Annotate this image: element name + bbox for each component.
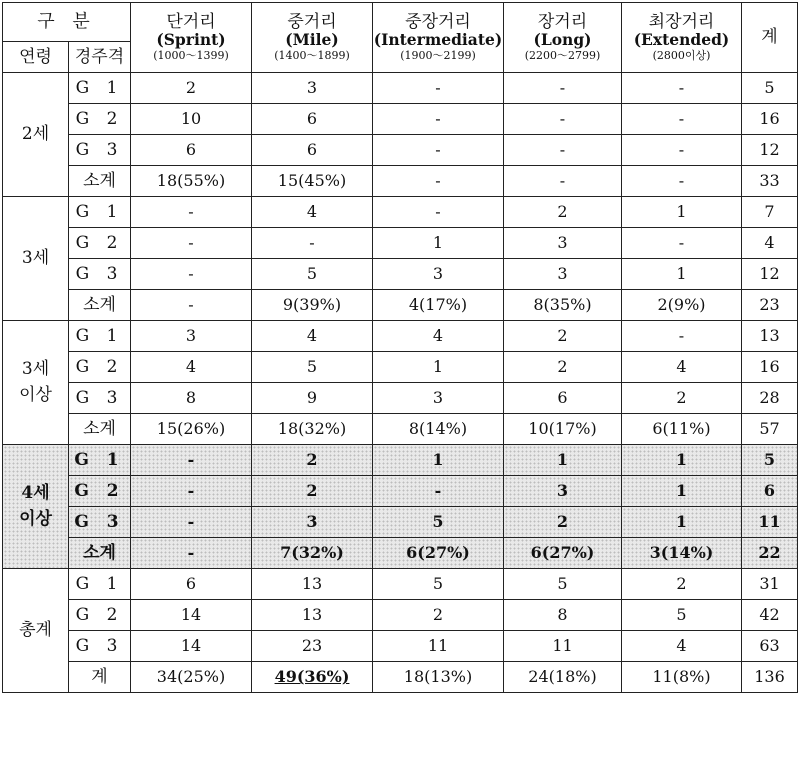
table-row (3, 445, 798, 476)
subtotal-label: 소계 (83, 542, 116, 563)
header-intermediate-en: (Intermediate) (373, 30, 503, 50)
cell: 18(13%) (373, 662, 504, 693)
cell: 2 (504, 197, 622, 228)
subtotal-row (3, 538, 798, 569)
header-gubun-label: 구 분 (37, 11, 96, 33)
cell: 1 (504, 445, 622, 476)
grade-label: G 1 (75, 77, 124, 98)
header-age (3, 42, 69, 73)
cell: - (622, 135, 742, 166)
cell: 4 (622, 352, 742, 383)
age-label-3yo-plus (3, 321, 69, 445)
table-row (3, 73, 798, 104)
header-intermediate-range: (1900～2199) (400, 49, 476, 63)
cell: - (622, 166, 742, 197)
grade-label: G 3 (75, 635, 124, 656)
cell: 6(11%) (622, 414, 742, 445)
cell: - (622, 104, 742, 135)
cell: - (131, 259, 252, 290)
table-row (3, 631, 798, 662)
cell: 15(26%) (131, 414, 252, 445)
age-text: 3세 (21, 247, 50, 268)
header-total (742, 3, 798, 73)
cell: 8 (504, 600, 622, 631)
row-total: 57 (742, 414, 798, 445)
grade-label: G 3 (75, 139, 124, 160)
cell: 9(39%) (252, 290, 373, 321)
cell: 24(18%) (504, 662, 622, 693)
grade-label: G 3 (75, 387, 124, 408)
cell: - (622, 228, 742, 259)
group-3yo-plus (3, 321, 798, 445)
cell: 1 (373, 352, 504, 383)
header-long (504, 3, 622, 73)
age-text-line2: 이상 (19, 384, 52, 405)
cell: 2 (252, 476, 373, 507)
cell: 5 (622, 600, 742, 631)
header-long-en: (Long) (533, 30, 592, 50)
cell: 9 (252, 383, 373, 414)
header-long-ko: 장거리 (537, 11, 588, 32)
header-row-top (3, 3, 798, 42)
header-extended-range: (2800이상) (652, 49, 711, 63)
row-total: 7 (742, 197, 798, 228)
cell: - (131, 228, 252, 259)
header-extended-ko: 최장거리 (648, 11, 715, 32)
table-row (3, 321, 798, 352)
cell: 6 (131, 135, 252, 166)
cell: 3 (131, 321, 252, 352)
grade-label: G 1 (75, 325, 124, 346)
header-intermediate-ko: 중장거리 (405, 11, 471, 32)
cell: 34(25%) (131, 662, 252, 693)
row-total: 31 (742, 569, 798, 600)
age-label-3yo (3, 197, 69, 321)
cell: - (504, 104, 622, 135)
age-text-line1: 3세 (21, 359, 50, 379)
header-sprint-ko: 단거리 (166, 11, 216, 32)
subtotal-row (3, 414, 798, 445)
cell: - (504, 135, 622, 166)
cell: 7(32%) (252, 538, 373, 569)
cell: 14 (131, 600, 252, 631)
cell: 8(14%) (373, 414, 504, 445)
cell: 18(32%) (252, 414, 373, 445)
header-grade-label: 경주격 (74, 46, 125, 67)
group-2yo (3, 73, 798, 197)
cell: 10 (131, 104, 252, 135)
row-total: 5 (742, 445, 798, 476)
cell: 6 (252, 135, 373, 166)
age-label-2yo (3, 73, 69, 197)
cell: - (373, 197, 504, 228)
cell: 2 (504, 321, 622, 352)
row-total: 11 (742, 507, 798, 538)
header-extended-en: (Extended) (633, 30, 730, 50)
row-total: 63 (742, 631, 798, 662)
header-mile-en: (Mile) (285, 30, 339, 50)
cell: 1 (373, 228, 504, 259)
cell: 6 (504, 383, 622, 414)
cell: 14 (131, 631, 252, 662)
age-text: 2세 (21, 123, 50, 144)
group-4yo-plus (3, 445, 798, 569)
cell: 3 (504, 476, 622, 507)
cell: 3 (504, 259, 622, 290)
table-row (3, 476, 798, 507)
subtotal-row (3, 290, 798, 321)
emphasized-value: 49(36%) (274, 667, 350, 687)
cell: - (131, 197, 252, 228)
group-grand-total (3, 569, 798, 693)
cell: 6(27%) (504, 538, 622, 569)
cell: 1 (622, 259, 742, 290)
cell: 5 (504, 569, 622, 600)
grade-label: G 2 (75, 108, 124, 129)
cell: - (131, 476, 252, 507)
age-text: 총계 (19, 619, 52, 640)
header-long-range: (2200～2799) (524, 49, 601, 63)
grade-label: G 1 (75, 201, 124, 222)
row-total: 16 (742, 352, 798, 383)
header-intermediate (373, 3, 504, 73)
grade-label: G 2 (75, 232, 124, 253)
cell: - (252, 228, 373, 259)
table-row (3, 569, 798, 600)
cell: 1 (622, 476, 742, 507)
cell: 4 (373, 321, 504, 352)
table-row (3, 197, 798, 228)
age-text-line1: 4세 (21, 483, 50, 503)
row-total: 42 (742, 600, 798, 631)
header-extended (622, 3, 742, 73)
cell: - (504, 166, 622, 197)
cell: 3(14%) (622, 538, 742, 569)
grade-label: G 2 (75, 604, 124, 625)
cell: - (622, 321, 742, 352)
subtotal-label: 소계 (83, 170, 116, 191)
table-row (3, 352, 798, 383)
cell: 8 (131, 383, 252, 414)
cell: 2 (373, 600, 504, 631)
cell: 1 (622, 445, 742, 476)
cell: 2 (131, 73, 252, 104)
grand-total-label: 계 (91, 666, 108, 687)
age-label-grand-total (3, 569, 69, 693)
cell: 2 (252, 445, 373, 476)
cell: 18(55%) (131, 166, 252, 197)
row-total: 22 (742, 538, 798, 569)
cell: 2 (504, 352, 622, 383)
header-age-label: 연령 (19, 46, 52, 67)
header-mile (252, 3, 373, 73)
cell: 3 (252, 507, 373, 538)
row-total: 13 (742, 321, 798, 352)
header-mile-range: (1400～1899) (274, 49, 350, 63)
cell: 2 (622, 383, 742, 414)
header-sprint-en: (Sprint) (156, 30, 226, 50)
cell: - (373, 104, 504, 135)
cell: 13 (252, 600, 373, 631)
cell: 3 (373, 259, 504, 290)
table-row (3, 228, 798, 259)
table-row (3, 600, 798, 631)
cell: - (373, 166, 504, 197)
header-mile-ko: 중거리 (287, 11, 337, 32)
grade-label: G 1 (74, 449, 125, 470)
cell: 5 (252, 352, 373, 383)
subtotal-label: 소계 (83, 418, 116, 439)
cell: 8(35%) (504, 290, 622, 321)
table-row (3, 259, 798, 290)
cell: 11(8%) (622, 662, 742, 693)
cell: - (373, 73, 504, 104)
race-distance-table (2, 2, 798, 693)
age-label-4yo-plus (3, 445, 69, 569)
cell: 1 (622, 507, 742, 538)
group-3yo (3, 197, 798, 321)
cell: 23 (252, 631, 373, 662)
cell: 6(27%) (373, 538, 504, 569)
row-total: 6 (742, 476, 798, 507)
cell: - (373, 135, 504, 166)
row-total: 4 (742, 228, 798, 259)
table-row (3, 135, 798, 166)
cell: 5 (252, 259, 373, 290)
header-grade (69, 42, 131, 73)
cell: 5 (373, 507, 504, 538)
table-row (3, 507, 798, 538)
cell: 6 (131, 569, 252, 600)
cell: 5 (373, 569, 504, 600)
grand-total-row (3, 662, 798, 693)
cell: 3 (252, 73, 373, 104)
cell-emphasized (252, 662, 373, 693)
row-total: 28 (742, 383, 798, 414)
cell: 4(17%) (373, 290, 504, 321)
cell: 4 (252, 321, 373, 352)
cell: - (504, 73, 622, 104)
row-total: 33 (742, 166, 798, 197)
cell: - (373, 476, 504, 507)
header-sprint-range: (1000～1399) (153, 49, 229, 63)
cell: 4 (622, 631, 742, 662)
subtotal-row (3, 166, 798, 197)
cell: - (131, 445, 252, 476)
cell: 1 (622, 197, 742, 228)
row-total: 23 (742, 290, 798, 321)
grade-label: G 3 (74, 511, 125, 532)
header-sprint (131, 3, 252, 73)
cell: 11 (373, 631, 504, 662)
cell: 15(45%) (252, 166, 373, 197)
cell: 2 (622, 569, 742, 600)
grade-label: G 1 (75, 573, 124, 594)
cell: 3 (373, 383, 504, 414)
age-text-line2: 이상 (19, 508, 52, 529)
header-total-label: 계 (761, 27, 778, 48)
subtotal-label: 소계 (83, 294, 116, 315)
grade-label: G 3 (75, 263, 124, 284)
cell: 1 (373, 445, 504, 476)
cell: 13 (252, 569, 373, 600)
cell: 3 (504, 228, 622, 259)
header-gubun (3, 3, 131, 42)
cell: - (131, 507, 252, 538)
row-total: 16 (742, 104, 798, 135)
cell: 2 (504, 507, 622, 538)
cell: 10(17%) (504, 414, 622, 445)
row-total: 136 (742, 662, 798, 693)
grade-label: G 2 (75, 356, 124, 377)
cell: 6 (252, 104, 373, 135)
cell: 2(9%) (622, 290, 742, 321)
cell: 4 (131, 352, 252, 383)
cell: - (131, 290, 252, 321)
cell: 4 (252, 197, 373, 228)
cell: - (622, 73, 742, 104)
row-total: 12 (742, 259, 798, 290)
row-total: 12 (742, 135, 798, 166)
table-row (3, 104, 798, 135)
grade-label: G 2 (74, 480, 125, 501)
cell: - (131, 538, 252, 569)
cell: 11 (504, 631, 622, 662)
row-total: 5 (742, 73, 798, 104)
table-row (3, 383, 798, 414)
